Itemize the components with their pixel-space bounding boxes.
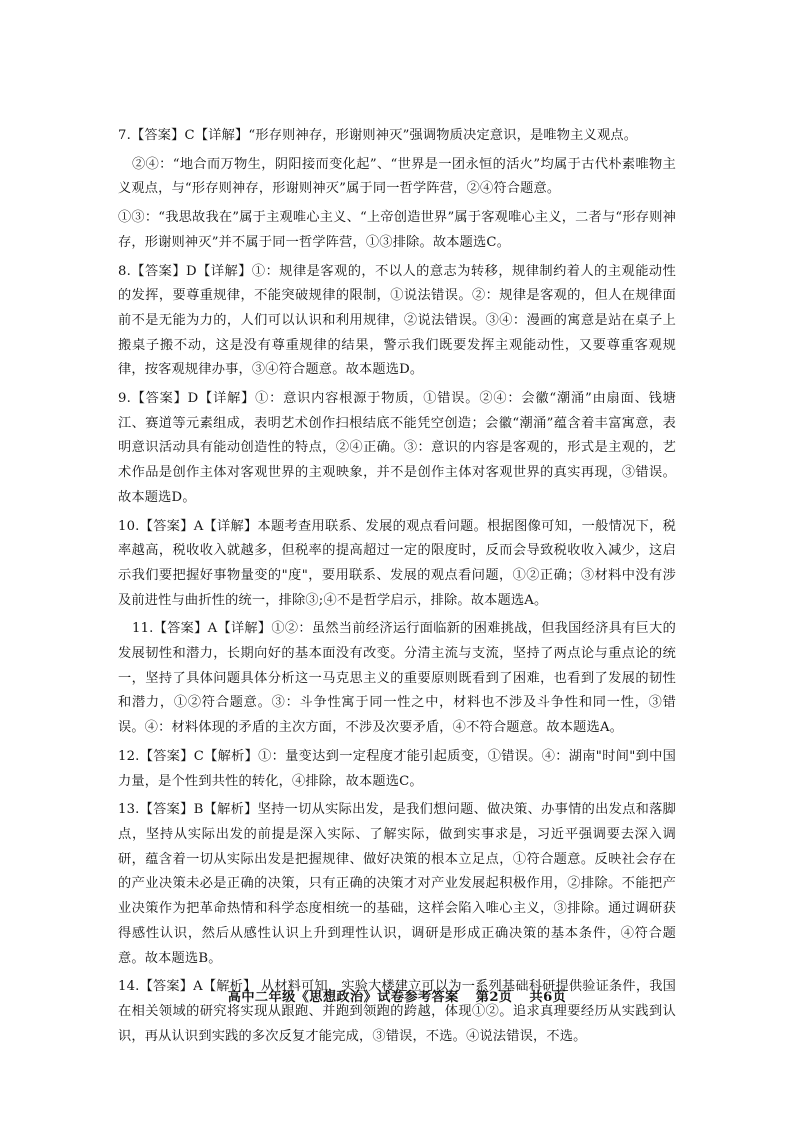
footer-title: 高中二年级《思想政治》试卷参考答案 (227, 990, 459, 1005)
footer-page-number: 第2页 (475, 990, 513, 1005)
answer-11: 11.【答案】A【详解】①②：虽然当前经济运行面临新的困难挑战，但我国经济具有巨大的发展韧性和潜力，长期向好的基本面没有改变。分清主流与支流，坚持了两点论与重点论的统一，坚持了具体问题具体分析这一马克思主义的重要原则既看到了困难，也看到了发展的韧性和潜力，①②符合题意。③：斗争性寓于同一性之中，材料也不涉及斗争性和同一性，③错误。④：材料体现的矛盾的主次方面，不涉及次要矛盾，④不符合题意。故本题选A。 (118, 621, 676, 736)
answer-9: 9.【答案】D【详解】①：意识内容根源于物质，①错误。②④：会徽“潮涌”由扇面、钱塘江、赛道等元素组成，表明艺术创作扫根结底不能凭空创造；会徽“潮涌”蕴含着丰富寓意，表明意识活动具有能动创造性的特点，②④正确。③：意识的内容是客观的，形式是主观的，艺术作品是创作主体对客观世界的主观映象，并不是创作主体对客观世界的真实再现，③错误。故本题选D。 (118, 391, 676, 505)
answer-8: 8.【答案】D【详解】①：规律是客观的，不以人的意志为转移，规律制约着人的主观能动性的发挥，要尊重规律，不能突破规律的限制，①说法错误。②：规律是客观的，但人在规律面前不是无能为力的，人们可以认识和利用规律，②说法错误。③④：漫画的寓意是站在桌子上搬桌子搬不动，这是没有尊重规律的结果，警示我们既要发挥主观能动性，又要尊重客观规律，按客观规律办事，③④符合题意。故本题选D。 (118, 263, 676, 378)
answer-7-option-24: ②④：“地合而万物生，阴阳接而变化起”、“世界是一团永恒的活火”均属于古代朴素唯物主义观点，与“形存则神存，形谢则神灭”属于同一哲学阵营，②④符合题意。 (118, 156, 676, 197)
answer-7-option-13: ①③：“我思故我在”属于主观唯心主义、“上帝创造世界”属于客观唯心主义，二者与“形存则神存，形谢则神灭”并不属于同一哲学阵营，①③排除。故本题选C。 (118, 210, 676, 250)
answer-12: 12.【答案】C【解析】①：量变达到一定程度才能引起质变，①错误。④：湖南"时间"到中国力量，是个性到共性的转化，④排除，故本题选C。 (118, 748, 676, 789)
answer-10: 10.【答案】A【详解】本题考查用联系、发展的观点看问题。根据图像可知，一般情况下，税率越高，税收收入就越多，但税率的提高超过一定的限度时，反而会导致税收收入减少，这启示我们要把握好事物量变的"度"，要用联系、发展的观点看问题，①②正确；③材料中没有涉及前进性与曲折性的统一，排除③;④不是哲学启示，排除。故本题选A。 (118, 518, 676, 608)
answer-13: 13.【答案】B【解析】坚持一切从实际出发，是我们想问题、做决策、办事情的出发点和落脚点，坚持从实际出发的前提是深入实际、了解实际，做到实事求是，习近平强调要去深入调研，蕴含着一切从实际出发是把握规律、做好决策的根本立足点，①符合题意。反映社会存在的产业决策未必是正确的决策，只有正确的决策才对产业发展起积极作用，②排除。不能把产业决策作为把革命热情和科学态度相统一的基础，这样会陷入唯心主义，③排除。通过调研获得感性认识，然后从感性认识上升到理性认识，调研是形成正确决策的基本条件，④符合题意。故本题选B。 (118, 802, 676, 966)
answer-content (118, 124, 676, 1053)
answer-14: 14.【答案】A【解析】 从材料可知，实验大楼建立可以为一系列基础科研提供验证条件，我国在相关领域的研究将实现从跟跑、并跑到领跑的跨越，体现①②。追求真理要经历从实践到认识，再从认识到实践的多次反复才能完成，③错误，不选。④说法错误，不选。 (118, 979, 676, 1044)
footer-total-pages: 共6页 (529, 990, 567, 1005)
page-footer (0, 986, 794, 1005)
answer-7: 7.【答案】C【详解】“形存则神存，形谢则神灭”强调物质决定意识，是唯物主义观点。 (118, 128, 638, 143)
